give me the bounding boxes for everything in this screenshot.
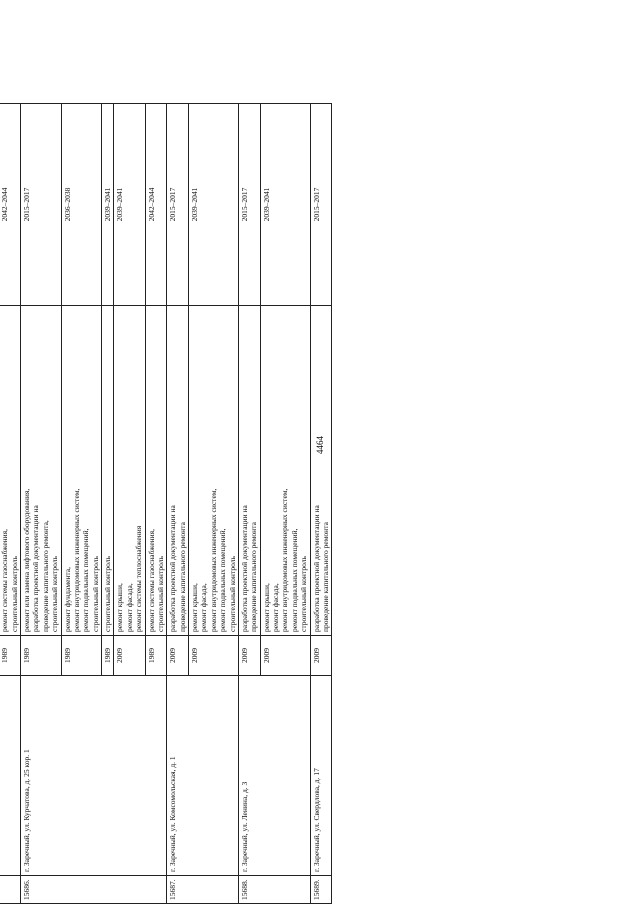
work-line: ремонт внутридомовых инженерных систем, xyxy=(208,488,218,632)
year-cell: 2009 xyxy=(189,636,239,676)
work-line: ремонт внутридомовых инженерных систем, xyxy=(71,488,81,632)
work-line: ремонт крыши, xyxy=(190,583,199,632)
work-line: строительный контроль xyxy=(50,556,60,632)
work-line: проведение капитального ремонта xyxy=(320,522,330,632)
work-line: строительный контроль xyxy=(103,556,112,632)
period-cell: 2039–2041 xyxy=(114,104,145,306)
work-line: ремонт подвальных помещений, xyxy=(218,528,228,632)
row-number: 15687. xyxy=(167,876,239,904)
work-line: ремонт фасада, xyxy=(124,583,134,632)
table-row xyxy=(167,104,189,904)
year-cell: 1989 xyxy=(145,636,167,676)
period-cell: 2015–2017 xyxy=(21,104,62,306)
period-cell: 2039–2041 xyxy=(102,104,114,306)
period-cell: 2015–2017 xyxy=(238,104,260,306)
work-cell xyxy=(61,306,102,636)
work-line: ремонт крыши, xyxy=(115,583,125,632)
repair-schedule-table xyxy=(0,103,332,904)
work-line: разработка проектной документации на xyxy=(239,505,249,632)
year-cell: 2009 xyxy=(260,636,310,676)
work-line: ремонт или замена лифтового оборудования, xyxy=(22,488,31,632)
period-cell: 2015–2017 xyxy=(310,104,332,306)
work-line: ремонт подвальных помещений, xyxy=(81,528,91,632)
work-line: ремонт системы газоснабжения, xyxy=(146,528,156,632)
document-sheet xyxy=(0,104,423,904)
address-cell: г. Заречный, ул. Свердлова, д. 17 xyxy=(310,676,332,876)
work-cell xyxy=(238,306,260,636)
address-cell: г. Заречный, ул. Курчатова, д. 25 кор. 1 xyxy=(21,676,167,876)
work-line: ремонт подвальных помещений, xyxy=(289,528,299,632)
work-line: строительный контроль xyxy=(90,556,100,632)
row-number xyxy=(0,876,21,904)
row-number: 15689. xyxy=(310,876,332,904)
work-line: ремонт фасада, xyxy=(271,583,280,632)
work-line: ремонт системы газоснабжения, xyxy=(0,528,10,632)
year-cell: 2009 xyxy=(310,636,332,676)
work-line: строительный контроль xyxy=(155,556,165,632)
period-cell: 2015–2017 xyxy=(167,104,189,306)
work-line: разработка проектной документации на xyxy=(168,505,178,632)
work-line: ремонт системы теплоснабжения xyxy=(134,525,144,632)
year-cell: 1989 xyxy=(21,636,62,676)
period-cell: 2036–2038 xyxy=(61,104,102,306)
work-cell xyxy=(260,306,310,636)
address-cell: г. Заречный, ул. Ленина, д. 3 xyxy=(238,676,310,876)
work-line: разработка проектной документации на xyxy=(31,505,41,632)
work-cell xyxy=(189,306,239,636)
work-cell xyxy=(102,306,114,636)
work-line: проведение капитального ремонта, xyxy=(40,520,50,632)
work-cell xyxy=(145,306,167,636)
work-line: проведение капитального ремонта xyxy=(249,522,259,632)
year-cell: 2009 xyxy=(238,636,260,676)
row-number: 15688. xyxy=(238,876,310,904)
table-row xyxy=(310,104,332,904)
work-line: строительный контроль xyxy=(227,556,237,632)
work-line: строительный контроль xyxy=(9,556,19,632)
work-cell xyxy=(0,306,21,636)
work-line: строительный контроль xyxy=(299,556,309,632)
period-cell: 2042–2044 xyxy=(0,104,21,306)
address-cell: г. Заречный, ул. Комсомольская, д. 1 xyxy=(167,676,239,876)
page-number: 4464 xyxy=(315,436,325,454)
year-cell: 1989 xyxy=(61,636,102,676)
period-cell: 2039–2041 xyxy=(260,104,310,306)
year-cell: 1989 xyxy=(0,636,21,676)
year-cell: 2009 xyxy=(114,636,145,676)
year-cell: 2009 xyxy=(167,636,189,676)
work-cell xyxy=(310,306,332,636)
year-cell: 1989 xyxy=(102,636,114,676)
work-cell xyxy=(21,306,62,636)
table-row xyxy=(21,104,62,904)
work-line: ремонт крыши, xyxy=(261,583,271,632)
row-number: 15686. xyxy=(21,876,167,904)
table-row xyxy=(238,104,260,904)
work-line: ремонт фундамента, xyxy=(62,567,72,632)
work-line: ремонт внутридомовых инженерных систем, xyxy=(280,488,290,632)
work-cell xyxy=(167,306,189,636)
work-line: проведение капитального ремонта xyxy=(177,522,187,632)
period-cell: 2039–2041 xyxy=(189,104,239,306)
period-cell: 2042–2044 xyxy=(145,104,167,306)
work-line: ремонт фасада, xyxy=(199,583,209,632)
work-line: разработка проектной документации на xyxy=(311,505,321,632)
work-cell xyxy=(114,306,145,636)
address-cell xyxy=(0,676,21,876)
